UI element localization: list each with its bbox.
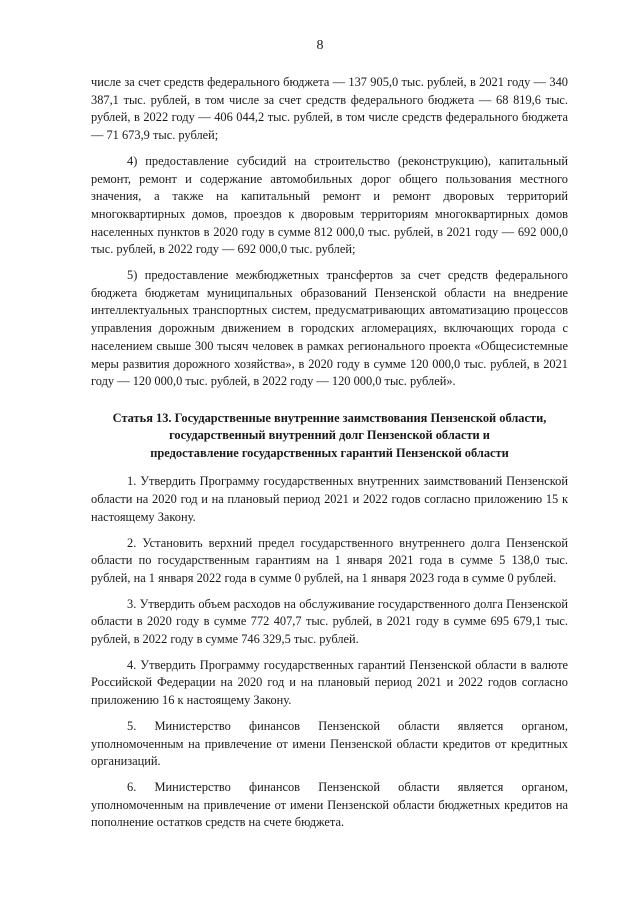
paragraph-budget-continuation: числе за счет средств федерального бюджета — 137 905,0 тыс. рублей, в 2021 году — 340 387,1 тыс. рублей, в том числе за счет средств федерального бюджета — 68 819,6 тыс. рублей, в 2022 году — 406 044,2 тыс. рублей, в том числе средств федерального бюджета — 71 673,9 тыс. рублей;	[91, 75, 568, 143]
article-heading-line-2: государственный внутренний долг Пензенской области и	[169, 428, 490, 443]
article-paragraph-2: 2. Установить верхний предел государственного внутреннего долга Пензенской области по государственным гарантиям на 1 января 2021 года в сумме 5 138,0 тыс. рублей, на 1 января 2022 года в сумме 0 рублей, на 1 января 2023 года в сумме 0 рублей.	[91, 535, 568, 585]
article-13-heading	[91, 410, 568, 463]
paragraph-item-5-transport-systems: 5) предоставление межбюджетных трансфертов за счет средств федерального бюджета бюджетам муниципальных образований Пензенской области на внедрение интеллектуальных транспортных систем, предусматривающих автоматизацию процессов управления дорожным движением в городских агломерациях, включающих города с населением свыше 300 тысяч человек в рамках регионального проекта «Общесистемные меры развития дорожного хозяйства», в 2020 году в сумме 120 000,0 тыс. рублей, в 2021 году — 120 000,0 тыс. рублей, в 2022 году — 120 000,0 тыс. рублей».	[91, 268, 568, 389]
article-paragraph-3: 3. Утвердить объем расходов на обслуживание государственного долга Пензенской области в 2020 году в сумме 772 407,7 тыс. рублей, в 2021 году в сумме 695 679,1 тыс. рублей, в 2022 году в сумме 746 329,5 тыс. рублей.	[91, 596, 568, 647]
article-paragraph-6: 6. Министерство финансов Пензенской области является органом, уполномоченным на привлечение от имени Пензенской области бюджетных кредитов на пополнение остатков средств на счете бюджета.	[91, 780, 568, 830]
article-paragraph-4: 4. Утвердить Программу государственных гарантий Пензенской области в валюте Российской Федерации на 2020 год и на плановый период 2021 и 2022 годов согласно приложению 16 к настоящему Закону.	[91, 657, 568, 708]
paragraph-item-4-road-subsidies: 4) предоставление субсидий на строительство (реконструкцию), капитальный ремонт, ремонт и содержание автомобильных дорог общего пользования местного значения, а также на капитальный ремонт и ремонт дворовых территорий многоквартирных домов, проездов к дворовым территориям многоквартирных домов населенных пунктов в 2020 году в сумме 812 000,0 тыс. рублей, в 2021 году — 692 000,0 тыс. рублей, в 2022 году — 692 000,0 тыс. рублей;	[91, 153, 568, 257]
page-number: 8	[316, 38, 324, 53]
article-heading-line-3: предоставление государственных гарантий Пензенской области	[150, 445, 509, 460]
article-paragraph-1: 1. Утвердить Программу государственных внутренних заимствований Пензенской области на 2020 год и на плановый период 2021 и 2022 годов согласно приложению 15 к настоящему Закону.	[91, 474, 568, 524]
document-body	[91, 74, 568, 832]
article-heading-line-1: Статья 13. Государственные внутренние заимствования Пензенской области,	[112, 410, 547, 425]
article-paragraph-5: 5. Министерство финансов Пензенской области является органом, уполномоченным на привлечение от имени Пензенской области кредитов от кредитных организаций.	[91, 718, 568, 769]
